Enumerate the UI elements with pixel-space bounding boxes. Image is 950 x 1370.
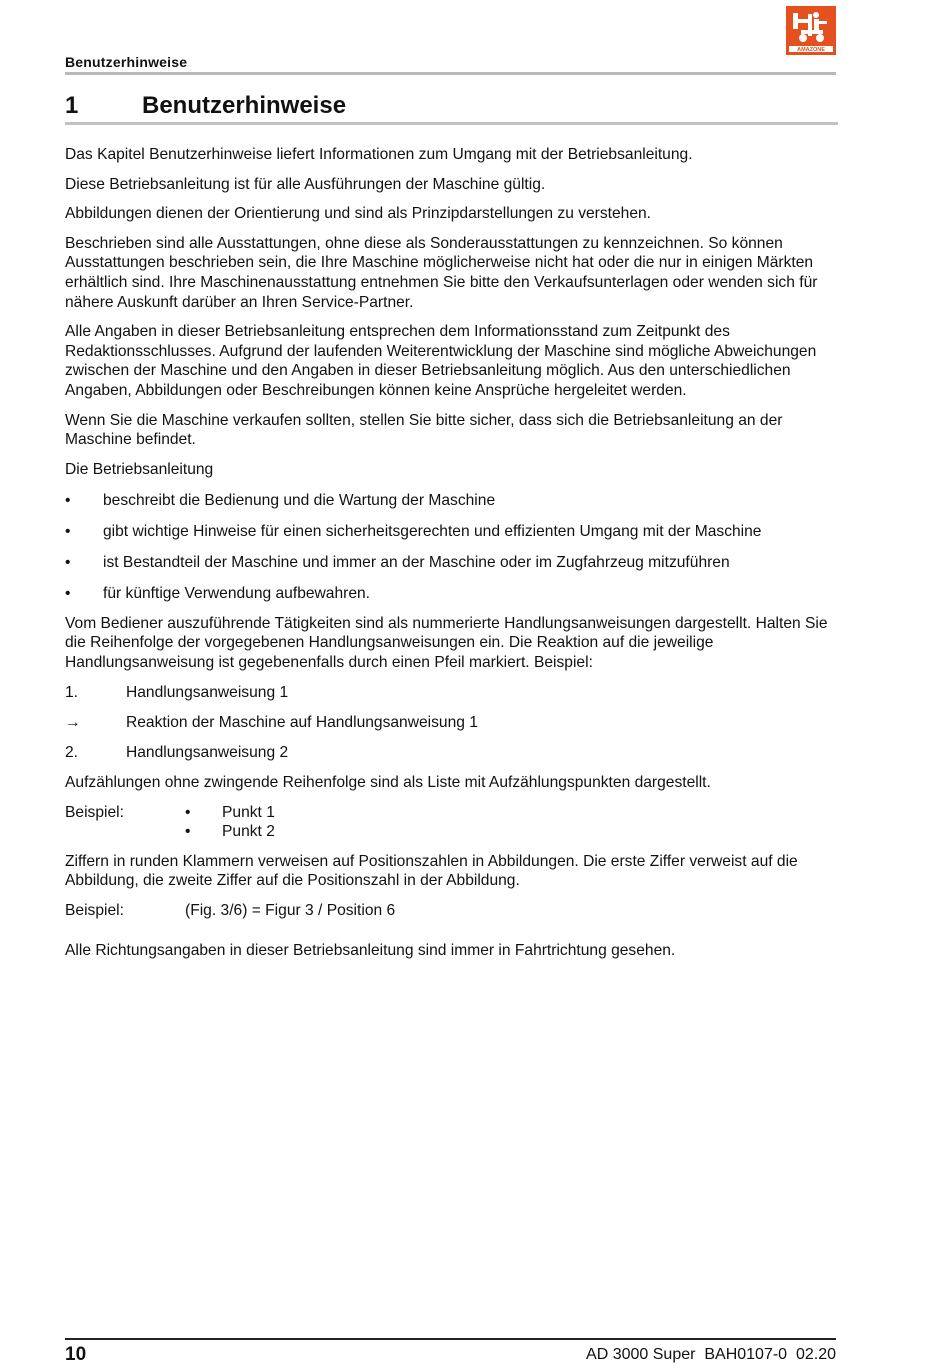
figure-reference-intro: Ziffern in runden Klammern verweisen auf Positionszahlen in Abbildungen. Die erste Ziffer verweist auf die Abbildung, die zweite Ziffer auf die Positionszahl in der Abbildung. xyxy=(65,852,798,890)
example-point-text: Punkt 1 xyxy=(222,803,275,821)
chapter-number: 1 xyxy=(65,92,79,119)
instructions-intro: Vom Bediener auszuführende Tätigkeiten sind als nummerierte Handlungsanweisungen dargestellt. Halten Sie die Reihenfolge der vorgegebenen Handlungsanweisungen ein. Die Reaktion auf die jeweilige Handlungsanweisung ist gegebenenfalls durch einen Pfeil markiert. Beispiel: xyxy=(65,614,828,672)
bullet-icon: • xyxy=(185,803,191,821)
example-label: Beispiel: xyxy=(65,803,124,821)
bullet-icon: • xyxy=(65,554,71,572)
instruction-step xyxy=(65,683,835,703)
list-item-text: gibt wichtige Hinweise für einen sicherheitsgerechten und effizienten Umgang mit der Maschine xyxy=(103,523,762,541)
example-point-text: Punkt 2 xyxy=(222,823,275,841)
list-intro: Aufzählungen ohne zwingende Reihenfolge sind als Liste mit Aufzählungspunkten dargestellt. xyxy=(65,774,711,792)
example-point xyxy=(185,803,275,823)
list-item xyxy=(65,553,835,573)
instruction-step xyxy=(65,743,835,763)
figure-example xyxy=(65,901,835,921)
header-divider xyxy=(65,72,836,75)
example-point xyxy=(185,822,275,842)
list-item xyxy=(65,584,835,604)
arrow-icon: → xyxy=(65,714,81,732)
paragraph: Alle Angaben in dieser Betriebsanleitung entsprechen dem Informationsstand zum Zeitpunkt des Redaktionsschlusses. Aufgrund der laufenden Weiterentwicklung der Maschine sind mögliche Abweichungen zwischen der Maschine und den Angaben in dieser Betriebsanleitung möglich. Aus den unterschiedlichen Angaben, Abbildungen oder Beschreibungen können keine Ansprüche hergeleitet werden. xyxy=(65,323,817,399)
svg-text:AMAZONE: AMAZONE xyxy=(797,47,825,54)
paragraph: Diese Betriebsanleitung ist für alle Ausführungen der Maschine gültig. xyxy=(65,175,546,193)
example-label: Beispiel: xyxy=(65,901,124,919)
bullet-icon: • xyxy=(65,523,71,541)
paragraph: Abbildungen dienen der Orientierung und sind als Prinzipdarstellungen zu verstehen. xyxy=(65,205,652,223)
bullet-icon: • xyxy=(185,823,191,841)
step-text: Reaktion der Maschine auf Handlungsanweisung 1 xyxy=(126,714,478,732)
chapter-title: Benutzerhinweise xyxy=(142,92,347,119)
document-id: AD 3000 Super BAH0107-0 02.20 xyxy=(586,1346,836,1363)
paragraph: Wenn Sie die Maschine verkaufen sollten, stellen Sie bitte sicher, dass sich die Betriebsanleitung an der Maschine befindet. xyxy=(65,411,783,449)
chapter-heading xyxy=(65,92,346,120)
figure-example-text: (Fig. 3/6) = Figur 3 / Position 6 xyxy=(185,901,396,919)
bullet-icon: • xyxy=(65,492,71,510)
body-content xyxy=(65,145,835,970)
footer-divider xyxy=(65,1338,836,1340)
list-item-text: ist Bestandteil der Maschine und immer an der Maschine oder im Zugfahrzeug mitzuführen xyxy=(103,554,730,572)
chapter-divider xyxy=(65,122,838,125)
bullet-icon: • xyxy=(65,585,71,603)
step-text: Handlungsanweisung 2 xyxy=(126,744,289,762)
bullet-list xyxy=(65,491,835,604)
paragraph: Das Kapitel Benutzerhinweise liefert Informationen zum Umgang mit der Betriebsanleitung. xyxy=(65,146,693,163)
instruction-steps xyxy=(65,683,835,763)
list-item xyxy=(65,522,835,542)
step-text: Handlungsanweisung 1 xyxy=(126,683,289,701)
example-points xyxy=(185,803,275,842)
list-item xyxy=(65,491,835,511)
amazone-logo xyxy=(786,6,836,55)
list-item-text: beschreibt die Bedienung und die Wartung der Maschine xyxy=(103,492,496,510)
paragraph: Die Betriebsanleitung xyxy=(65,460,214,478)
list-item-text: für künftige Verwendung aufbewahren. xyxy=(103,585,371,603)
list-example xyxy=(65,803,835,842)
step-number: 1. xyxy=(65,683,79,701)
running-header-title: Benutzerhinweise xyxy=(65,54,188,70)
step-number: 2. xyxy=(65,744,79,762)
page-number: 10 xyxy=(65,1344,87,1365)
direction-note: Alle Richtungsangaben in dieser Betriebsanleitung sind immer in Fahrtrichtung gesehen. xyxy=(65,941,676,959)
paragraph: Beschrieben sind alle Ausstattungen, ohne diese als Sonderausstattungen zu kennzeichnen. So können Ausstattungen beschrieben sein, die Ihre Maschine möglicherweise nicht hat oder die nur in einigen Märkten erhältlich sind. Ihre Maschinenausstattung entnehmen Sie bitte den Verkaufsunterlagen oder wenden sich für nähere Auskunft darüber an Ihren Service-Partner. xyxy=(65,234,818,311)
reaction-step xyxy=(65,713,835,733)
